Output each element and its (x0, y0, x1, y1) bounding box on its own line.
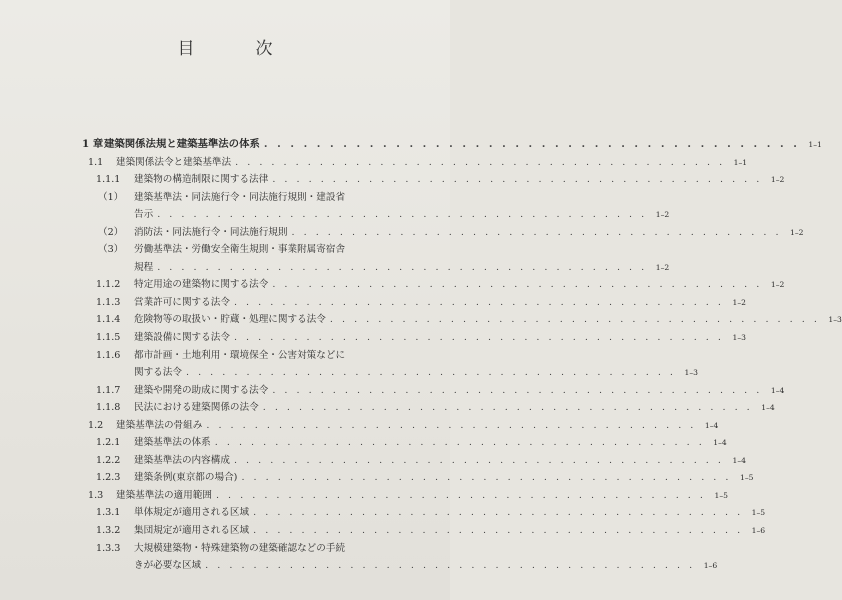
toc-entry-title: 建築や開発の助成に関する法令 (134, 384, 269, 396)
toc-entry-page: 1–1 (808, 140, 822, 149)
toc-entry (82, 311, 842, 329)
dot-leader: . . . . . . . . . . . . . . . . . . . . . . . . . . . . . . . . . . . . . . . . . (233, 454, 724, 466)
toc-entry-title: 建築設備に関する法令 (134, 332, 230, 344)
toc-entry-page: 1–2 (655, 262, 670, 272)
dot-leader: . . . . . . . . . . . . . . . . . . . . . . . . . . . . . . . . . . . . . . . . . (206, 419, 697, 431)
toc-entry-title: 告示 (134, 209, 154, 221)
toc-entry-page: 1–6 (703, 561, 718, 571)
dot-leader: . . . . . . . . . . . . . . . . . . . . . . . . . . . . . . . . . . . . . . . . . (157, 261, 648, 273)
toc-entry-title: 大規模建築物・特殊建築物の建築確認などの手続 (134, 542, 346, 554)
toc-entry (82, 504, 766, 522)
dot-leader: . . . . . . . . . . . . . . . . . . . . . . . . . . . . . . . . . . . . . . . . . (329, 314, 820, 326)
toc-entry-number: 1.3.1 (96, 507, 121, 519)
toc-entry-number: 1.1.5 (96, 332, 121, 344)
toc-entry-page: 1–3 (732, 333, 746, 343)
toc-entry-page: 1–6 (751, 526, 766, 536)
toc-entry-page: 1–2 (655, 210, 670, 220)
toc-entry-page: 1–5 (751, 508, 766, 518)
toc-entry (82, 276, 785, 294)
dot-leader: . . . . . . . . . . . . . . . . . . . . . . . . . . . . . . . . . . . . . . . . . (241, 472, 732, 484)
toc-entry-page: 1–2 (770, 280, 785, 290)
toc-entry-title: 危険物等の取扱い・貯蔵・処理に関する法令 (134, 314, 326, 326)
toc-entry (82, 540, 416, 558)
dot-leader: . . . . . . . . . . . . . . . . . . . . . . . . . . . . . . . . . . . . . . . . . (262, 402, 753, 414)
toc-entry-number: 1.1.7 (96, 384, 121, 396)
toc-entry-number: 1.2.1 (96, 437, 121, 449)
toc-entry-page: 1–4 (713, 438, 727, 448)
toc-entry-title: 関する法令 (134, 367, 182, 379)
toc-entry-number: 1.3 (88, 489, 104, 501)
toc-entry (82, 241, 416, 259)
toc-entry (82, 399, 775, 417)
toc-entry (82, 259, 670, 277)
toc-entry-number: 1.2.2 (96, 454, 121, 466)
toc-entry (82, 136, 822, 154)
dot-leader: . . . . . . . . . . . . . . . . . . . . . . . . . . . . . . . . . . . . . . . . . (263, 138, 800, 150)
dot-leader: . . . . . . . . . . . . . . . . . . . . . . . . . . . . . . . . . . . . . . . . . (215, 489, 706, 501)
toc-entry-page: 1–4 (704, 420, 719, 430)
toc-entry (82, 522, 766, 540)
toc-entry-page: 1–5 (714, 490, 728, 500)
toc-entry-title: 建築基準法の適用範囲 (116, 489, 212, 501)
toc-entry (82, 189, 416, 207)
page-title: 目 次 (177, 39, 295, 59)
toc-entry (82, 382, 785, 400)
toc-entry-title: 建築基準法の内容構成 (134, 454, 230, 466)
toc-entry-title: 都市計画・土地利用・環境保全・公害対策などに (134, 349, 346, 361)
toc-entry-title: 建築条例(東京都の場合) (134, 472, 238, 484)
toc-entry (82, 206, 670, 224)
toc-entry-page: 1–4 (770, 385, 785, 395)
dot-leader: . . . . . . . . . . . . . . . . . . . . . . . . . . . . . . . . . . . . . . . . . (157, 209, 648, 221)
toc-entry-number: （1） (98, 191, 124, 203)
toc-entry (82, 487, 728, 505)
toc-entry-title: 営業許可に関する法令 (134, 296, 230, 308)
toc-entry-number: 1 章 (82, 138, 104, 150)
toc-entry (82, 294, 746, 312)
toc-entry-number: 1.1.8 (96, 402, 121, 414)
dot-leader: . . . . . . . . . . . . . . . . . . . . . . . . . . . . . . . . . . . . . . . . . (185, 367, 676, 379)
toc-entry-page: 1–2 (790, 227, 804, 237)
toc-entry (82, 171, 785, 189)
dot-leader: . . . . . . . . . . . . . . . . . . . . . . . . . . . . . . . . . . . . . . . . . (214, 437, 705, 449)
toc-entry-number: 1.2.3 (96, 472, 121, 484)
toc-entry-number: （3） (98, 244, 124, 256)
toc-entry (82, 557, 718, 575)
toc-entry-title: 特定用途の建築物に関する法令 (134, 279, 269, 291)
toc-entry-number: 1.1.1 (96, 174, 121, 186)
toc-entry-page: 1–2 (732, 297, 746, 307)
toc-entry-page: 1–4 (732, 455, 746, 465)
toc-entry-title: 建築基準法の体系 (134, 437, 211, 449)
toc-entry-number: 1.1.4 (96, 314, 121, 326)
toc-entry (82, 434, 727, 452)
toc-entry-title: 建築基準法・同法施行令・同法施行規則・建設省 (134, 191, 346, 203)
toc-entry-number: 1.1.2 (96, 279, 121, 291)
toc-entry-number: 1.1.6 (96, 349, 121, 361)
toc-entry-title: 集団規定が適用される区域 (134, 525, 250, 537)
toc-entry-title: 消防法・同法施行令・同法施行規則 (134, 226, 288, 238)
toc-entry-title: 規程 (134, 261, 154, 273)
dot-leader: . . . . . . . . . . . . . . . . . . . . . . . . . . . . . . . . . . . . . . . . . (291, 226, 782, 238)
toc-entry-page: 1–1 (733, 157, 748, 167)
toc-entry-number: （2） (98, 226, 124, 238)
table-of-contents (82, 136, 842, 575)
toc-entry-title: 建築基準法の骨組み (116, 419, 203, 431)
toc-entry-number: 1.1.3 (96, 296, 121, 308)
toc-entry-title: 民法における建築関係の法令 (134, 402, 259, 414)
dot-leader: . . . . . . . . . . . . . . . . . . . . . . . . . . . . . . . . . . . . . . . . . (233, 332, 724, 344)
dot-leader: . . . . . . . . . . . . . . . . . . . . . . . . . . . . . . . . . . . . . . . . . (272, 384, 763, 396)
toc-entry-page: 1–3 (828, 315, 842, 325)
toc-entry (82, 452, 746, 470)
toc-entry (82, 417, 719, 435)
toc-entry (82, 329, 746, 347)
toc-entry-title: 建築関係法令と建築基準法 (116, 156, 232, 168)
toc-entry-number: 1.2 (88, 419, 104, 431)
dot-leader: . . . . . . . . . . . . . . . . . . . . . . . . . . . . . . . . . . . . . . . . . (253, 525, 744, 537)
toc-entry-number: 1.3.3 (96, 542, 121, 554)
toc-entry-page: 1–5 (739, 473, 754, 483)
toc-entry (82, 364, 698, 382)
dot-leader: . . . . . . . . . . . . . . . . . . . . . . . . . . . . . . . . . . . . . . . . . (253, 507, 744, 519)
toc-entry-title: 建築物の構造制限に関する法律 (134, 174, 269, 186)
toc-entry-title: きが必要な区域 (134, 560, 202, 572)
dot-leader: . . . . . . . . . . . . . . . . . . . . . . . . . . . . . . . . . . . . . . . . . (272, 279, 763, 291)
toc-entry-page: 1–2 (770, 175, 785, 185)
dot-leader: . . . . . . . . . . . . . . . . . . . . . . . . . . . . . . . . . . . . . . . . . (205, 560, 696, 572)
toc-entry-title: 建築関係法規と建築基準法の体系 (104, 138, 260, 150)
toc-entry-title: 労働基準法・労働安全衛生規則・事業附属寄宿舎 (134, 244, 346, 256)
dot-leader: . . . . . . . . . . . . . . . . . . . . . . . . . . . . . . . . . . . . . . . . . (235, 156, 726, 168)
toc-entry (82, 154, 748, 172)
dot-leader: . . . . . . . . . . . . . . . . . . . . . . . . . . . . . . . . . . . . . . . . . (233, 296, 724, 308)
toc-entry (82, 347, 416, 365)
toc-entry-page: 1–4 (761, 403, 775, 413)
toc-entry (82, 224, 804, 242)
toc-entry-title: 単体規定が適用される区域 (134, 507, 250, 519)
dot-leader: . . . . . . . . . . . . . . . . . . . . . . . . . . . . . . . . . . . . . . . . . (272, 174, 763, 186)
toc-entry-number: 1.3.2 (96, 525, 121, 537)
toc-entry (82, 469, 754, 487)
toc-entry-number: 1.1 (88, 156, 104, 168)
toc-entry-page: 1–3 (684, 368, 698, 378)
